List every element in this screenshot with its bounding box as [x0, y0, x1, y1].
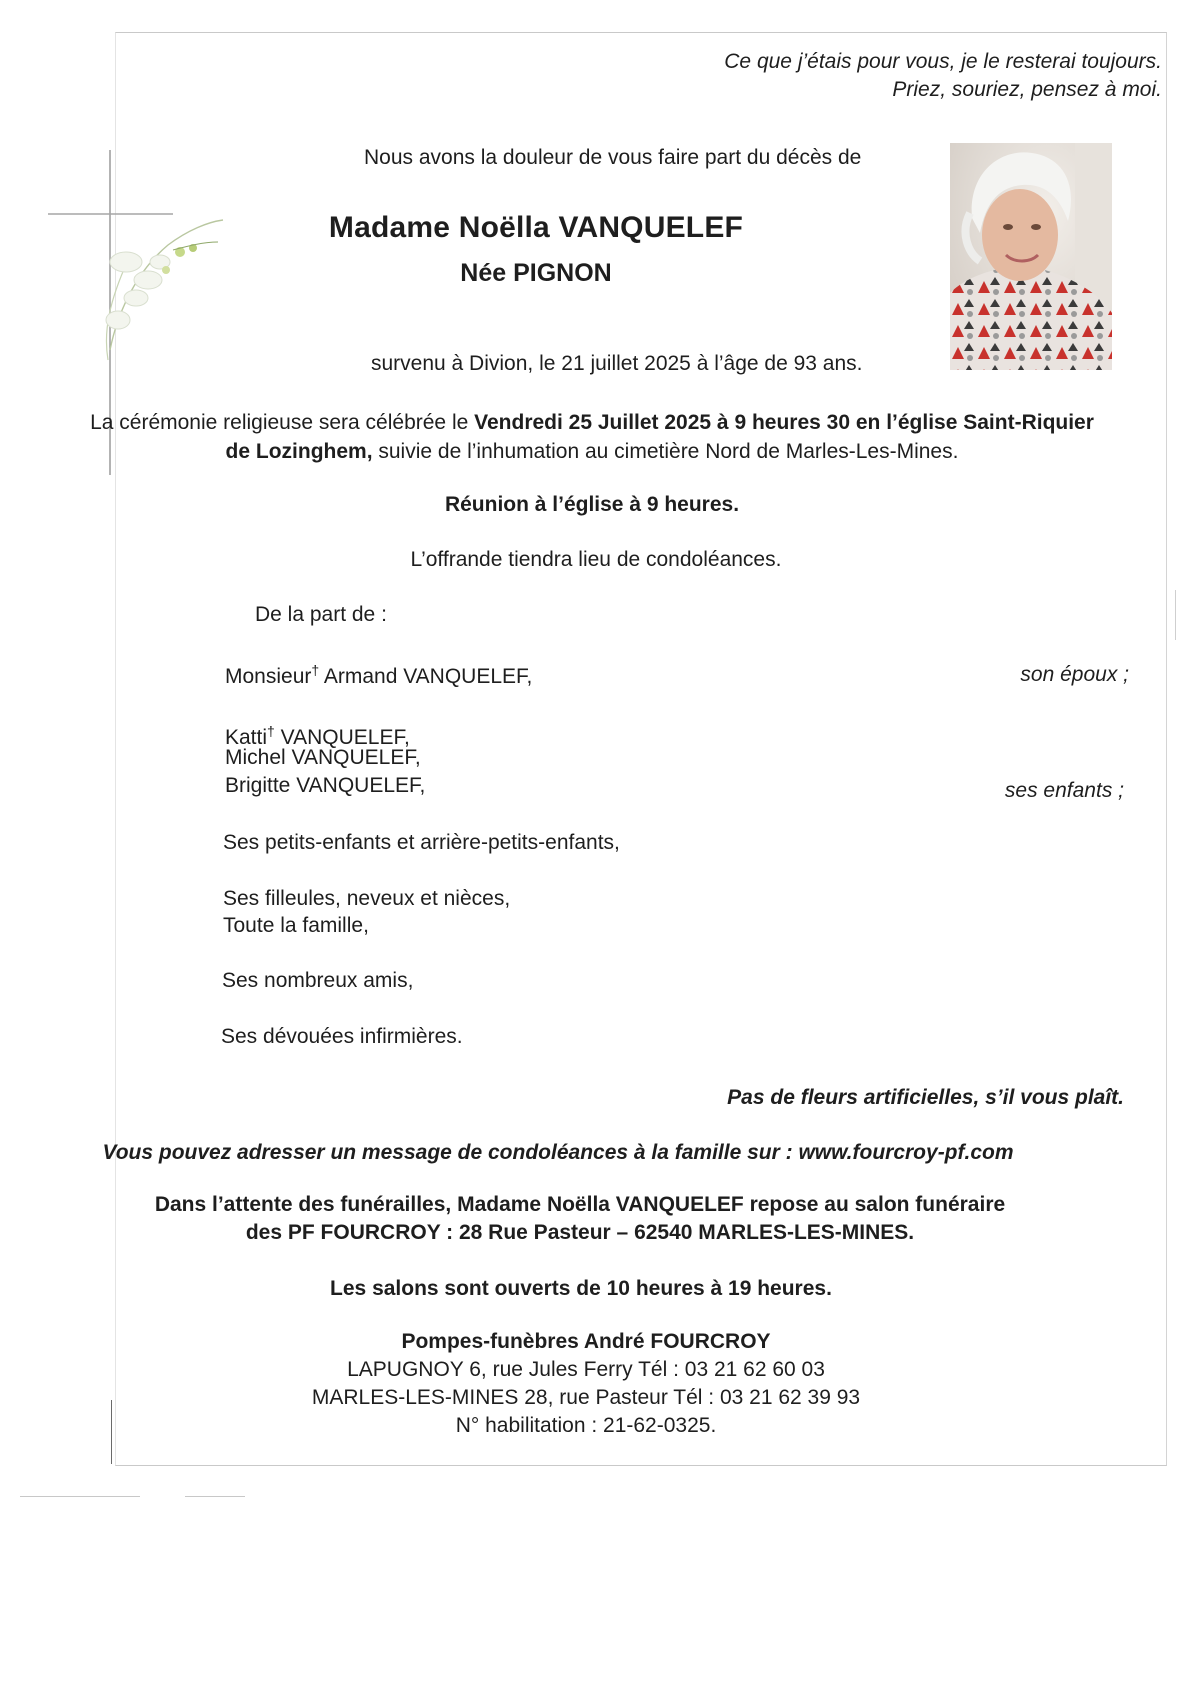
ceremony-church: de Lozinghem, — [225, 440, 373, 463]
epitaph-quote — [724, 48, 1162, 104]
birth-name: Née PIGNON — [460, 259, 612, 287]
ceremony-text: La cérémonie religieuse sera célébrée le — [90, 411, 475, 434]
quote-line: Priez, souriez, pensez à moi. — [892, 78, 1162, 101]
deceased-name: Madame Noëlla VANQUELEF — [328, 211, 744, 244]
reunion-text: Réunion à l’église à 9 heures. — [444, 493, 740, 516]
condolences-web: Vous pouvez adresser un message de condoléances à la famille sur : www.fourcroy-pf.com — [102, 1141, 1014, 1164]
spouse-role: son époux ; — [1020, 663, 1129, 686]
dagger-icon: † — [311, 662, 320, 678]
company-block — [0, 1328, 1182, 1440]
child-firstname: Katti — [225, 726, 268, 749]
ceremony-paragraph — [0, 408, 1188, 466]
scan-mark — [1175, 590, 1176, 640]
spouse-name — [225, 657, 532, 690]
opening-hours: Les salons sont ouverts de 10 heures à 19 heures. — [330, 1277, 832, 1300]
scan-line — [20, 1496, 140, 1497]
intro-text: Nous avons la douleur de vous faire part du décès de — [364, 146, 862, 169]
godchildren-text: Ses filleules, neveux et nièces, — [223, 887, 511, 910]
funeral-home-line: Dans l’attente des funérailles, Madame Noëlla VANQUELEF repose au salon funéraire — [154, 1193, 1006, 1216]
funeral-home-info — [0, 1191, 1176, 1247]
company-license: N° habilitation : 21-62-0325. — [455, 1414, 717, 1437]
spouse-fullname: Armand VANQUELEF, — [319, 665, 533, 688]
scan-line — [185, 1496, 245, 1497]
death-notice: survenu à Divion, le 21 juillet 2025 à l’âge de 93 ans. — [371, 352, 863, 375]
ceremony-line — [0, 408, 1188, 437]
children-role: ses enfants ; — [1004, 779, 1124, 802]
funeral-home-address: des PF FOURCROY : 28 Rue Pasteur – 62540 MARLES-LES-MINES. — [245, 1221, 915, 1244]
ceremony-date: Vendredi 25 Juillet 2025 à 9 heures 30 en l’église Saint-Riquier — [474, 411, 1094, 434]
nurses-text: Ses dévouées infirmières. — [221, 1025, 463, 1048]
quote-line: Ce que j’étais pour vous, je le resterai toujours. — [724, 50, 1162, 73]
company-name: Pompes-funèbres André FOURCROY — [401, 1330, 771, 1353]
child-name: Brigitte VANQUELEF, — [225, 774, 426, 797]
ceremony-burial: suivie de l’inhumation au cimetière Nord de Marles-Les-Mines. — [372, 440, 959, 463]
child-name: Michel VANQUELEF, — [225, 746, 421, 769]
flowers-note: Pas de fleurs artificielles, s’il vous plaît. — [727, 1086, 1124, 1109]
offrande-text: L’offrande tiendra lieu de condoléances. — [410, 548, 782, 571]
family-text: Toute la famille, — [223, 914, 369, 937]
spouse-title: Monsieur — [225, 665, 312, 688]
grandchildren-text: Ses petits-enfants et arrière-petits-enfants, — [223, 831, 620, 854]
ceremony-line — [0, 437, 1188, 466]
dagger-icon: † — [267, 723, 275, 739]
friends-text: Ses nombreux amis, — [222, 969, 414, 992]
child-surname: VANQUELEF, — [274, 726, 410, 749]
company-address: LAPUGNOY 6, rue Jules Ferry Tél : 03 21 62 60 03 — [347, 1358, 825, 1381]
company-address: MARLES-LES-MINES 28, rue Pasteur Tél : 03 21 62 39 93 — [311, 1386, 861, 1409]
portrait-photo — [950, 143, 1112, 370]
from-label: De la part de : — [255, 603, 387, 626]
